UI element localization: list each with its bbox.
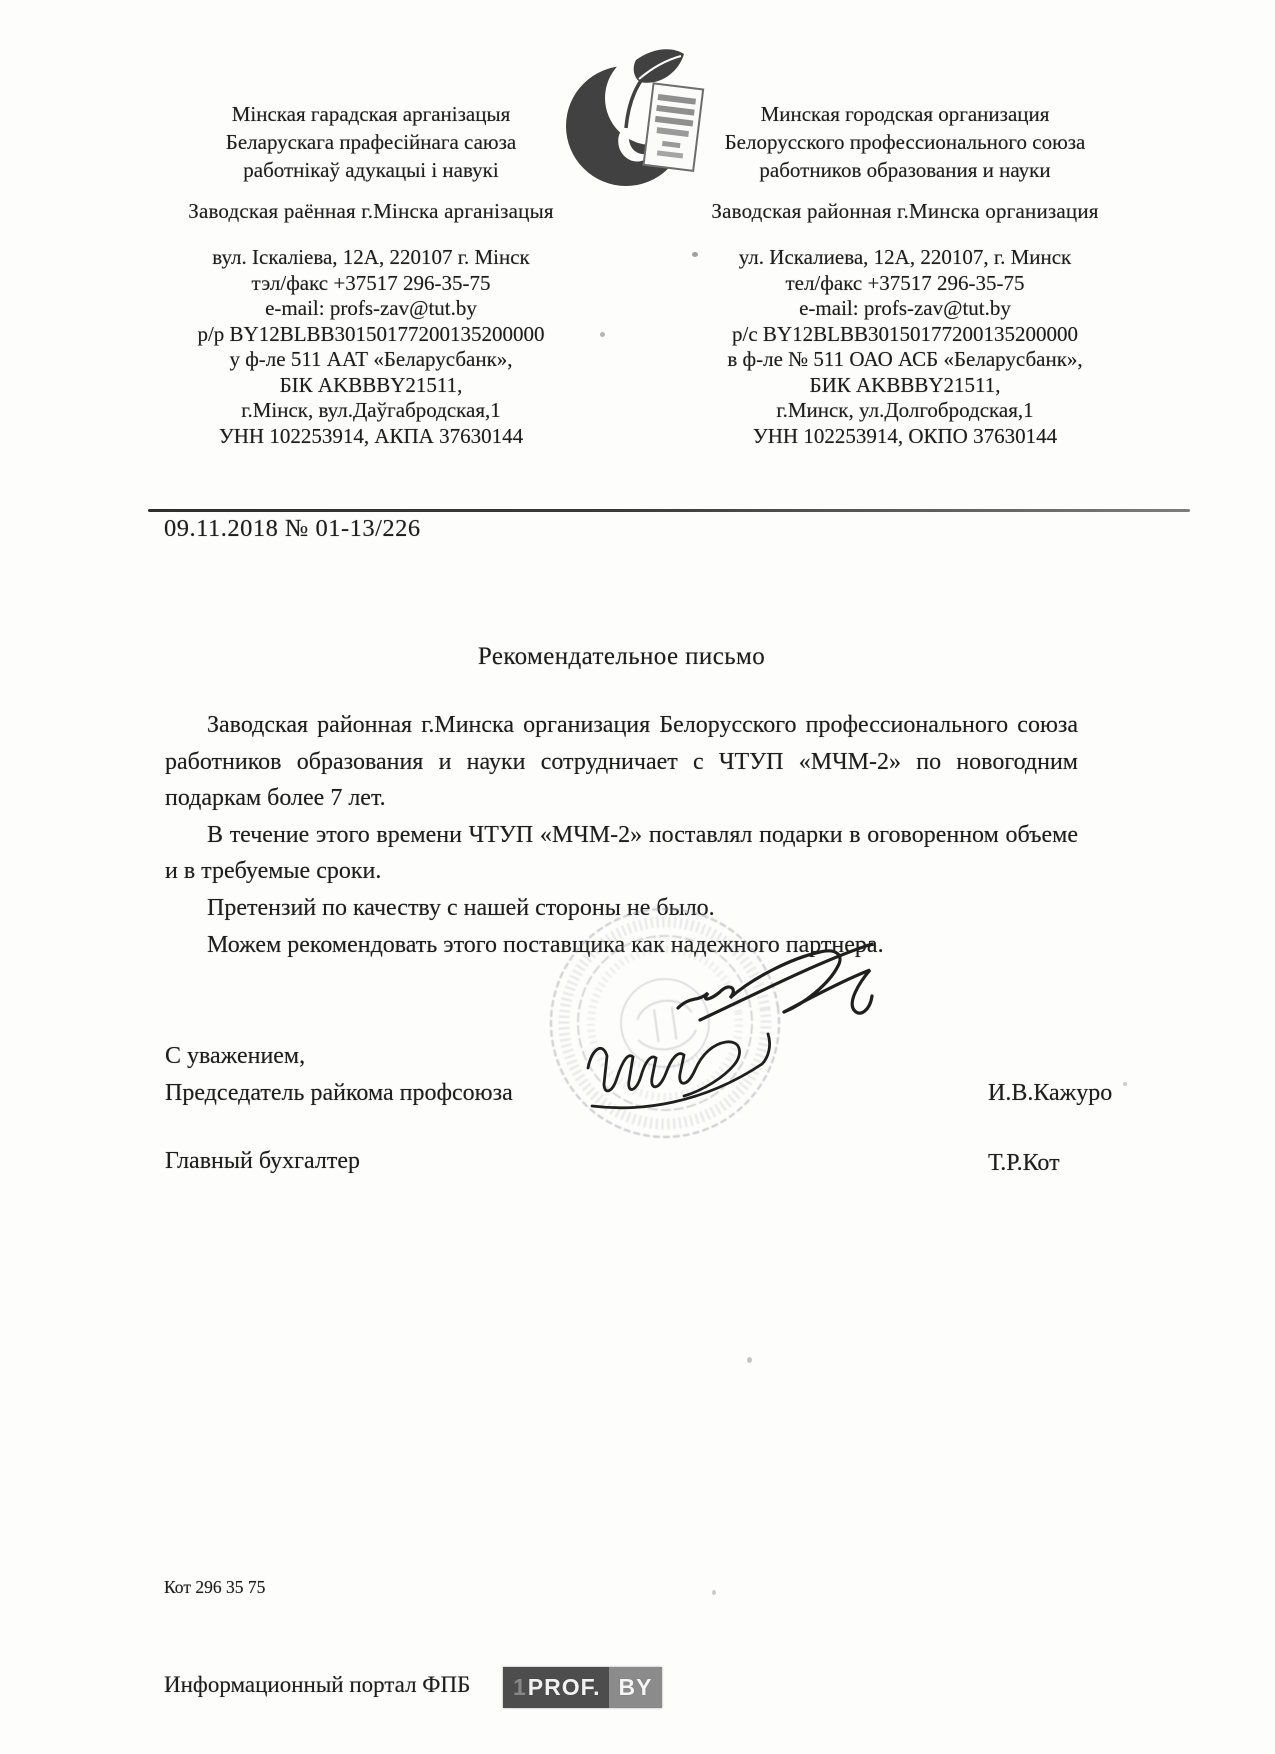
salutation: С уважением, [165,1043,306,1069]
signer-name: И.В.Кажуро [988,1080,1113,1106]
badge-suffix-segment [609,1667,663,1708]
org-name-line: работнікаў адукацыі і навукі [243,158,499,182]
org-name-line: Белорусского профессионального союза [724,130,1086,154]
contact-line: в ф-ле № 511 ОАО АСБ «Беларусбанк», [727,347,1083,371]
contact-line: БІК AKBBBY21511, [279,372,463,397]
badge-suffix: BY [618,1674,653,1700]
org-name-line: работников образования и науки [759,158,1051,182]
prof-by-badge [503,1667,662,1708]
body-paragraph: Можем рекомендовать этого поставщика как надежного партнера. [207,931,884,958]
body-paragraph: Заводская районная г.Минска организация Белорусского профессионального союза работников образования и науки сотрудничает с ЧТУП «МЧМ-2» по новогодним подаркам более 7 лет. [165,712,1078,812]
signer-role: Главный бухгалтер [165,1148,360,1174]
body-paragraph: Претензий по качеству с нашей стороны не было. [207,894,715,921]
contact-line: р/р BY12BLBB30150177200135200000 [197,321,545,346]
org-name-line: Минская городская организация [760,102,1050,126]
contact-line: УНН 102253914, ОКПО 37630144 [752,423,1058,448]
contact-line: г.Минск, ул.Долгобродская,1 [776,398,1034,422]
contact-line: ул. Искалиева, 12А, 220107, г. Минск [738,245,1072,269]
badge-main: PROF. [527,1674,601,1700]
contact-line: г.Мінск, вул.Даўгабродская,1 [241,398,501,422]
signer-name: Т.Р.Кот [988,1150,1060,1176]
contact-line: вул. Іскаліева, 12А, 220107 г. Мінск [212,245,530,269]
contact-line: УНН 102253914, АКПА 37630144 [218,423,524,448]
contact-line: у ф-ле 511 ААТ «Беларусбанк», [229,347,513,371]
badge-prefix: 1 [513,1674,527,1700]
contact-line: e-mail: profs-zav@tut.by [265,296,477,320]
accountant-signature [576,1006,781,1124]
branch-name: Заводская раённая г.Мінска арганізацыя [188,199,554,223]
letter-title: Рекомендательное письмо [477,643,766,670]
signer-role: Председатель райкома профсоюза [165,1080,513,1106]
contact-line: р/с BY12BLBB30150177200135200000 [732,321,1078,346]
branch-name: Заводская районная г.Минска организация [711,199,1099,223]
body-paragraph: В течение этого времени ЧТУП «МЧМ-2» поставлял подарки в оговоренном объеме и в требуемые сроки. [165,821,1078,885]
executor-phone-note: Кот 296 35 75 [164,1577,266,1597]
badge-main-segment [503,1667,609,1708]
contact-line: тэл/факс +37517 296-35-75 [251,270,491,295]
contact-line: тел/факс +37517 296-35-75 [785,270,1025,295]
date-reference-number: 09.11.2018 № 01-13/226 [164,515,421,542]
contact-line: БИК AKBBBY21511, [809,372,1001,397]
portal-label: Информационный портал ФПБ [164,1672,471,1697]
contact-line: e-mail: profs-zav@tut.by [799,296,1011,320]
org-name-line: Беларускага прафесійнага саюза [225,130,517,154]
org-name-line: Мінская гарадская арганізацыя [231,102,511,126]
